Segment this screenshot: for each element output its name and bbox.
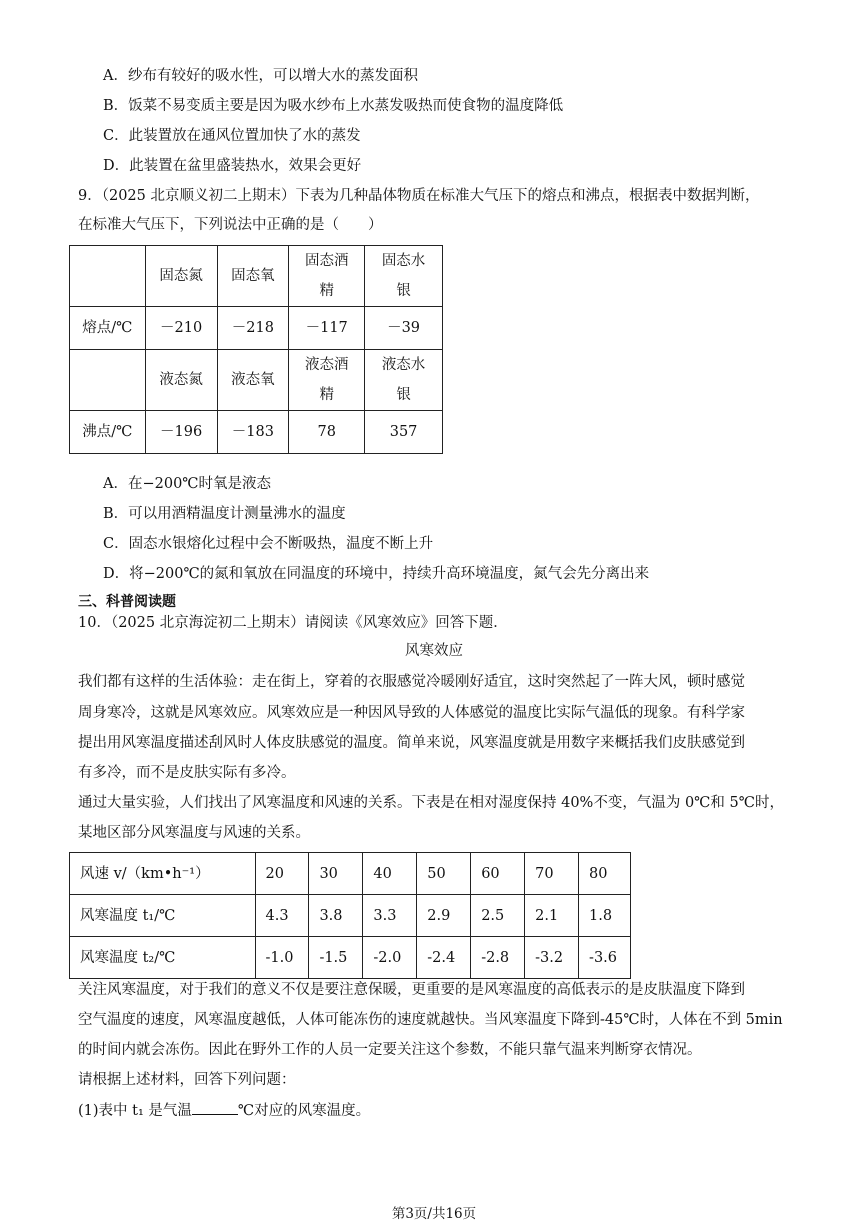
table-cell: 70 [525, 853, 579, 895]
table-cell: 液态氮 [145, 350, 217, 411]
table-cell: 固态氧 [217, 246, 289, 307]
q10-intro: 10．（2025 北京海淀初二上期末）请阅读《风寒效应》回答下题． [78, 615, 508, 631]
table-cell: 40 [363, 853, 417, 895]
table-cell: 液态酒精 [289, 350, 365, 411]
q8-option-d: D．此装置在盆里盛装热水，效果会更好 [103, 158, 362, 174]
row-label: 风寒温度 t₁/℃ [70, 895, 256, 937]
table-cell [70, 246, 146, 307]
para3-line1: 关注风寒温度，对于我们的意义不仅是要注意保暖，更重要的是风寒温度的高低表示的是皮肤温度下降到 [78, 982, 745, 998]
para1-line4: 有多冷，而不是皮肤实际有多冷。 [78, 765, 296, 781]
table-cell: 沸点/℃ [70, 411, 146, 454]
table-cell: －210 [145, 307, 217, 350]
answer-prompt: 请根据上述材料，回答下列问题： [78, 1072, 296, 1088]
table-cell: －117 [289, 307, 365, 350]
table-cell: -1.0 [255, 937, 309, 979]
table-cell: －39 [365, 307, 443, 350]
table-cell: -2.8 [471, 937, 525, 979]
table-cell: 60 [471, 853, 525, 895]
answer-blank[interactable] [192, 1100, 238, 1115]
para2-line1: 通过大量实验，人们找出了风寒温度和风速的关系。下表是在相对湿度保持 40%不变，气温为 0℃和 5℃时， [78, 795, 784, 811]
q8-option-c: C．此装置放在通风位置加快了水的蒸发 [103, 128, 361, 144]
q9-option-c: C．固态水银熔化过程中会不断吸热，温度不断上升 [103, 536, 434, 552]
section-title: 三、科普阅读题 [78, 594, 176, 610]
table-cell: 2.1 [525, 895, 579, 937]
table-cell: -3.2 [525, 937, 579, 979]
table-cell: 20 [255, 853, 309, 895]
table-row [70, 853, 631, 895]
table-cell: 1.8 [579, 895, 631, 937]
page-footer: 第3页/共16页 [391, 1206, 477, 1222]
para1-line3: 提出用风寒温度描述刮风时人体皮肤感觉的温度。简单来说，风寒温度就是用数字来概括我们皮肤感觉到 [78, 735, 745, 751]
q9-option-b: B．可以用酒精温度计测量沸水的温度 [103, 506, 346, 522]
wind-chill-table [69, 852, 631, 979]
table-cell: 液态水银 [365, 350, 443, 411]
table-cell: 4.3 [255, 895, 309, 937]
para1-line1: 我们都有这样的生活体验：走在街上，穿着的衣服感觉冷暖刚好适宜，这时突然起了一阵大风，顿时感觉 [78, 674, 745, 690]
table-row [70, 937, 631, 979]
row-label: 风寒温度 t₂/℃ [70, 937, 256, 979]
table-cell: 液态氧 [217, 350, 289, 411]
table-cell: －183 [217, 411, 289, 454]
table-cell: －218 [217, 307, 289, 350]
table-cell [70, 350, 146, 411]
q9-option-d: D．将−200℃的氮和氧放在同温度的环境中，持续升高环境温度，氮气会先分离出来 [103, 566, 650, 582]
sub-question-1 [78, 1100, 370, 1121]
table-cell: 固态氮 [145, 246, 217, 307]
table-cell: 357 [365, 411, 443, 454]
table-cell: 固态酒精 [289, 246, 365, 307]
table-cell: 3.3 [363, 895, 417, 937]
table-cell: -2.0 [363, 937, 417, 979]
para3-line3: 的时间内就会冻伤。因此在野外工作的人员一定要关注这个参数，不能只靠气温来判断穿衣情况。 [78, 1042, 702, 1058]
table-cell: 2.9 [417, 895, 471, 937]
q8-option-a: A．纱布有较好的吸水性，可以增大水的蒸发面积 [103, 68, 418, 84]
table-cell: -3.6 [579, 937, 631, 979]
article-title: 风寒效应 [405, 643, 463, 659]
table-cell: 2.5 [471, 895, 525, 937]
q8-option-b: B．饭菜不易变质主要是因为吸水纱布上水蒸发吸热而使食物的温度降低 [103, 98, 564, 114]
table-cell: 固态水银 [365, 246, 443, 307]
table-cell: －196 [145, 411, 217, 454]
sub1-suffix: ℃对应的风寒温度。 [237, 1103, 371, 1119]
table-cell: 50 [417, 853, 471, 895]
table-cell: 熔点/℃ [70, 307, 146, 350]
para3-line2: 空气温度的速度，风寒温度越低，人体可能冻伤的速度就越快。当风寒温度下降到-45℃时，人体在不到 5min [78, 1012, 783, 1028]
table-cell: 30 [309, 853, 363, 895]
table-row [70, 350, 443, 411]
melting-boiling-table [69, 245, 443, 454]
table-cell: -2.4 [417, 937, 471, 979]
table-cell: -1.5 [309, 937, 363, 979]
q9-stem-line2: 在标准大气压下，下列说法中正确的是（ ） [78, 217, 383, 233]
q9-option-a: A．在−200℃时氧是液态 [103, 476, 272, 492]
table-cell: 80 [579, 853, 631, 895]
table-cell: 78 [289, 411, 365, 454]
q9-stem-line1: 9．（2025 北京顺义初二上期末）下表为几种晶体物质在标准大气压下的熔点和沸点，根据表中数据判断， [78, 188, 760, 204]
table-row [70, 246, 443, 307]
para2-line2: 某地区部分风寒温度与风速的关系。 [78, 825, 310, 841]
table-cell: 3.8 [309, 895, 363, 937]
table-row [70, 411, 443, 454]
table-row [70, 307, 443, 350]
row-label: 风速 v/（km•h⁻¹） [70, 853, 256, 895]
para1-line2: 周身寒冷，这就是风寒效应。风寒效应是一种因风导致的人体感觉的温度比实际气温低的现象。有科学家 [78, 705, 745, 721]
sub1-prefix: (1)表中 t₁ 是气温 [78, 1103, 192, 1119]
table-row [70, 895, 631, 937]
